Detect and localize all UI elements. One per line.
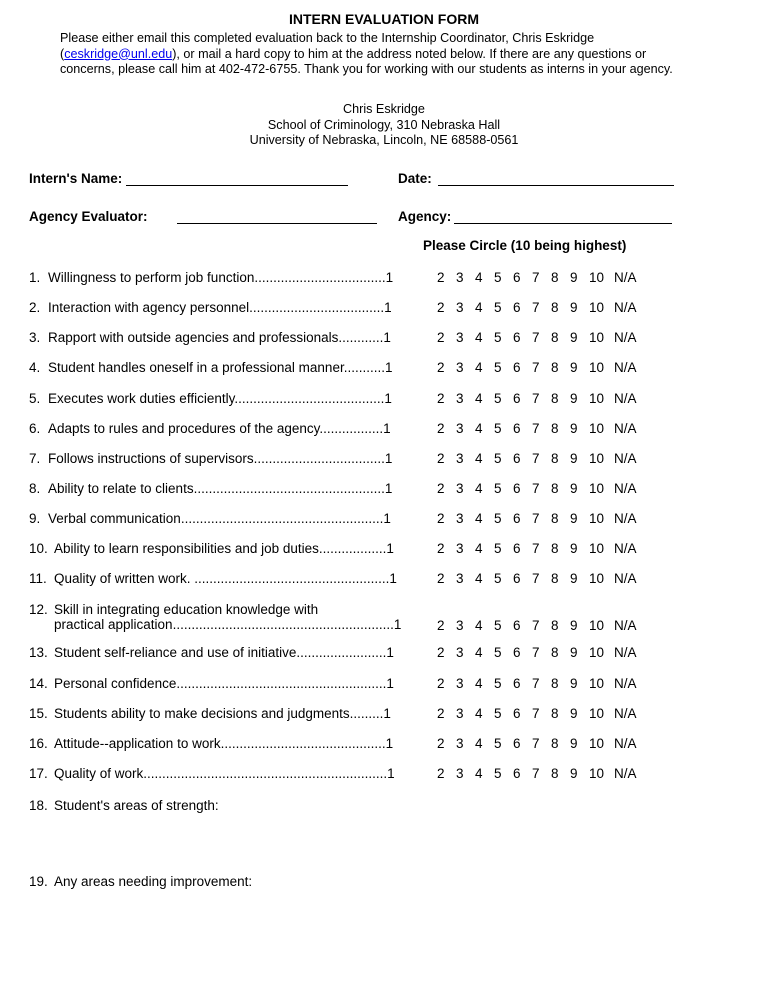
rating-option[interactable]: 8 — [551, 330, 559, 345]
rating-option[interactable]: 2 — [437, 391, 445, 406]
rating-option[interactable]: N/A — [614, 421, 637, 436]
question-row — [29, 511, 429, 526]
rating-option[interactable]: 3 — [456, 706, 464, 721]
question-row — [29, 391, 429, 406]
question-text: Student handles oneself in a professional manner...........1 — [48, 360, 393, 375]
rating-option[interactable]: 6 — [513, 391, 521, 406]
rating-option[interactable]: N/A — [614, 676, 637, 691]
rating-option[interactable]: 6 — [513, 766, 521, 781]
rating-option[interactable]: 6 — [513, 676, 521, 691]
rating-instructions: Please Circle (10 being highest) — [423, 238, 627, 253]
rating-option[interactable]: 4 — [475, 391, 483, 406]
question-number: 12. — [29, 602, 48, 617]
rating-option[interactable]: N/A — [614, 645, 637, 660]
rating-option[interactable]: 7 — [532, 451, 540, 466]
question-number: 4. — [29, 360, 41, 375]
question-text: Skill in integrating education knowledge with — [54, 602, 319, 617]
agency-evaluator-field[interactable] — [177, 209, 377, 224]
intro-line-2: (ceskridge@unl.edu), or mail a hard copy to him at the address noted below. If there are any questions or — [60, 46, 647, 61]
rating-option[interactable]: 9 — [570, 451, 578, 466]
rating-option[interactable]: 5 — [494, 451, 502, 466]
rating-option[interactable]: N/A — [614, 618, 637, 633]
rating-option[interactable]: 10 — [589, 330, 605, 345]
rating-option[interactable]: 5 — [494, 360, 502, 375]
rating-option[interactable]: 10 — [589, 571, 605, 586]
question-text: Attitude--application to work............................................1 — [54, 736, 394, 751]
rating-option[interactable]: 3 — [456, 300, 464, 315]
question-text: Quality of work.................................................................1 — [54, 766, 395, 781]
rating-option[interactable]: 9 — [570, 736, 578, 751]
question-row — [29, 602, 429, 632]
rating-option[interactable]: 8 — [551, 300, 559, 315]
rating-option[interactable]: 3 — [456, 481, 464, 496]
rating-option[interactable]: 2 — [437, 421, 445, 436]
address-name: Chris Eskridge — [343, 102, 425, 116]
rating-option[interactable]: 4 — [475, 676, 483, 691]
rating-option[interactable]: N/A — [614, 451, 637, 466]
rating-option[interactable]: 10 — [589, 481, 605, 496]
rating-option[interactable]: 9 — [570, 360, 578, 375]
coordinator-email-link[interactable]: ceskridge@unl.edu — [64, 46, 173, 61]
rating-option[interactable]: 10 — [589, 421, 605, 436]
question-text: Quality of written work. ....................................................1 — [54, 571, 397, 586]
rating-option[interactable]: N/A — [614, 736, 637, 751]
rating-option[interactable]: 2 — [437, 736, 445, 751]
rating-option[interactable]: 10 — [589, 645, 605, 660]
rating-option[interactable]: 5 — [494, 676, 502, 691]
question-text: Any areas needing improvement: — [54, 874, 253, 889]
rating-option[interactable]: 4 — [475, 736, 483, 751]
rating-option[interactable]: N/A — [614, 360, 637, 375]
rating-option[interactable]: 4 — [475, 270, 483, 285]
rating-option[interactable]: N/A — [614, 511, 637, 526]
rating-option[interactable]: 3 — [456, 421, 464, 436]
rating-option[interactable]: 8 — [551, 676, 559, 691]
rating-option[interactable]: 9 — [570, 571, 578, 586]
rating-option[interactable]: 5 — [494, 391, 502, 406]
rating-option[interactable]: 8 — [551, 391, 559, 406]
question-number: 17. — [29, 766, 48, 781]
rating-option[interactable]: 7 — [532, 421, 540, 436]
rating-option[interactable]: 9 — [570, 645, 578, 660]
rating-option[interactable]: 6 — [513, 451, 521, 466]
question-number: 7. — [29, 451, 41, 466]
rating-option[interactable]: 4 — [475, 360, 483, 375]
rating-option[interactable]: 4 — [475, 571, 483, 586]
question-text: Personal confidence........................................................1 — [54, 676, 394, 691]
question-row — [29, 421, 429, 436]
question-number: 15. — [29, 706, 48, 721]
rating-option[interactable]: 8 — [551, 511, 559, 526]
rating-option[interactable]: 8 — [551, 541, 559, 556]
question-number: 14. — [29, 676, 48, 691]
question-number: 10. — [29, 541, 48, 556]
rating-option[interactable]: 10 — [589, 736, 605, 751]
rating-option[interactable]: 9 — [570, 270, 578, 285]
question-row — [29, 541, 429, 556]
rating-option[interactable]: 9 — [570, 541, 578, 556]
rating-option[interactable]: N/A — [614, 391, 637, 406]
rating-option[interactable]: 2 — [437, 270, 445, 285]
rating-option[interactable]: 4 — [475, 300, 483, 315]
rating-option[interactable]: 6 — [513, 541, 521, 556]
rating-option[interactable]: 10 — [589, 270, 605, 285]
rating-option[interactable]: 3 — [456, 571, 464, 586]
rating-option[interactable]: 6 — [513, 706, 521, 721]
rating-option[interactable]: 3 — [456, 645, 464, 660]
rating-option[interactable]: 6 — [513, 645, 521, 660]
rating-option[interactable]: 4 — [475, 511, 483, 526]
rating-option[interactable]: 5 — [494, 618, 502, 633]
rating-option[interactable]: 7 — [532, 766, 540, 781]
rating-option[interactable]: 7 — [532, 676, 540, 691]
rating-option[interactable]: 8 — [551, 451, 559, 466]
question-text: Ability to relate to clients...................................................1 — [48, 481, 393, 496]
rating-option[interactable]: 2 — [437, 618, 445, 633]
question-text: Executes work duties efficiently........................................1 — [48, 391, 392, 406]
rating-option[interactable]: 3 — [456, 451, 464, 466]
rating-option[interactable]: 4 — [475, 330, 483, 345]
agency-evaluator-label: Agency Evaluator: — [29, 209, 148, 224]
rating-option[interactable]: 8 — [551, 706, 559, 721]
question-text: Interaction with agency personnel....................................1 — [48, 300, 392, 315]
rating-option[interactable]: 2 — [437, 360, 445, 375]
question-row — [29, 360, 429, 375]
rating-option[interactable]: 7 — [532, 481, 540, 496]
rating-option[interactable]: 8 — [551, 421, 559, 436]
rating-option[interactable]: N/A — [614, 571, 637, 586]
rating-option[interactable]: 2 — [437, 451, 445, 466]
rating-option[interactable]: 10 — [589, 360, 605, 375]
rating-option[interactable]: 7 — [532, 706, 540, 721]
rating-option[interactable]: 5 — [494, 706, 502, 721]
rating-option[interactable]: 10 — [589, 451, 605, 466]
rating-option[interactable]: 5 — [494, 766, 502, 781]
rating-option[interactable]: 5 — [494, 270, 502, 285]
rating-option[interactable]: 2 — [437, 511, 445, 526]
rating-option[interactable]: 9 — [570, 300, 578, 315]
rating-option[interactable]: 9 — [570, 511, 578, 526]
rating-option[interactable]: 2 — [437, 571, 445, 586]
rating-option[interactable]: 5 — [494, 645, 502, 660]
rating-option[interactable]: 9 — [570, 618, 578, 633]
rating-option[interactable]: 2 — [437, 330, 445, 345]
rating-option[interactable]: 9 — [570, 391, 578, 406]
rating-option[interactable]: 9 — [570, 330, 578, 345]
intern-name-field[interactable] — [126, 171, 348, 186]
question-row — [29, 451, 429, 466]
rating-option[interactable]: N/A — [614, 270, 637, 285]
question-text: Students ability to make decisions and judgments.........1 — [54, 706, 391, 721]
agency-label: Agency: — [398, 209, 452, 224]
improvement-question — [29, 874, 252, 889]
date-field[interactable] — [438, 171, 674, 186]
rating-option[interactable]: 7 — [532, 736, 540, 751]
rating-option[interactable]: 6 — [513, 736, 521, 751]
rating-option[interactable]: 2 — [437, 481, 445, 496]
rating-option[interactable]: 6 — [513, 270, 521, 285]
rating-option[interactable]: 3 — [456, 360, 464, 375]
rating-option[interactable]: N/A — [614, 706, 637, 721]
intro-line-1: Please either email this completed evaluation back to the Internship Coordinator, Chris Eskridge — [60, 31, 595, 45]
question-number: 1. — [29, 270, 41, 285]
question-text: Adapts to rules and procedures of the agency.................1 — [48, 421, 391, 436]
question-text: Student self-reliance and use of initiative........................1 — [54, 645, 394, 660]
rating-option[interactable]: 6 — [513, 330, 521, 345]
rating-option[interactable]: 3 — [456, 391, 464, 406]
question-row — [29, 706, 429, 721]
address-city: University of Nebraska, Lincoln, NE 68588-0561 — [249, 133, 519, 147]
rating-option[interactable]: 7 — [532, 618, 540, 633]
rating-option[interactable]: 3 — [456, 270, 464, 285]
intern-name-label: Intern's Name: — [29, 171, 123, 186]
rating-option[interactable]: 5 — [494, 571, 502, 586]
rating-option[interactable]: 6 — [513, 618, 521, 633]
rating-option[interactable]: 8 — [551, 618, 559, 633]
rating-option[interactable]: 10 — [589, 300, 605, 315]
rating-option[interactable]: 10 — [589, 391, 605, 406]
rating-option[interactable]: 4 — [475, 706, 483, 721]
rating-option[interactable]: 5 — [494, 511, 502, 526]
question-text: Willingness to perform job function...................................1 — [48, 270, 394, 285]
question-row — [29, 481, 429, 496]
question-number: 19. — [29, 874, 48, 889]
rating-option[interactable]: 7 — [532, 270, 540, 285]
rating-option[interactable]: N/A — [614, 481, 637, 496]
rating-option[interactable]: N/A — [614, 766, 637, 781]
rating-option[interactable]: 10 — [589, 766, 605, 781]
question-row — [29, 736, 429, 751]
question-number: 6. — [29, 421, 41, 436]
rating-option[interactable]: 3 — [456, 618, 464, 633]
question-number: 8. — [29, 481, 41, 496]
rating-option[interactable]: 3 — [456, 511, 464, 526]
rating-option[interactable]: 3 — [456, 676, 464, 691]
rating-option[interactable]: 8 — [551, 360, 559, 375]
question-number: 16. — [29, 736, 48, 751]
rating-option[interactable]: 2 — [437, 645, 445, 660]
question-number: 13. — [29, 645, 48, 660]
rating-option[interactable]: 9 — [570, 706, 578, 721]
rating-option[interactable]: 10 — [589, 676, 605, 691]
question-row — [29, 330, 429, 345]
rating-option[interactable]: 7 — [532, 360, 540, 375]
question-text-continued: practical application...........................................................1 — [54, 617, 402, 632]
rating-option[interactable]: 7 — [532, 571, 540, 586]
rating-option[interactable]: N/A — [614, 330, 637, 345]
intro-line-2-rest: ), or mail a hard copy to him at the address noted below. If there are any questions or — [172, 46, 647, 61]
rating-option[interactable]: 6 — [513, 481, 521, 496]
rating-option[interactable]: 6 — [513, 300, 521, 315]
rating-option[interactable]: 6 — [513, 511, 521, 526]
rating-option[interactable]: 7 — [532, 645, 540, 660]
rating-option[interactable]: 3 — [456, 330, 464, 345]
question-text: Follows instructions of supervisors...................................1 — [48, 451, 393, 466]
address-department: School of Criminology, 310 Nebraska Hall — [267, 117, 501, 132]
rating-option[interactable]: 8 — [551, 481, 559, 496]
rating-option[interactable]: 7 — [532, 391, 540, 406]
rating-option[interactable]: N/A — [614, 541, 637, 556]
rating-option[interactable]: 2 — [437, 706, 445, 721]
agency-field[interactable] — [454, 209, 672, 224]
question-row — [29, 571, 429, 586]
rating-option[interactable]: 10 — [589, 511, 605, 526]
rating-option[interactable]: 4 — [475, 421, 483, 436]
question-number: 2. — [29, 300, 41, 315]
question-text: Student's areas of strength: — [54, 798, 219, 813]
question-text: Verbal communication......................................................1 — [48, 511, 391, 526]
rating-option[interactable]: 7 — [532, 511, 540, 526]
rating-option[interactable]: 5 — [494, 481, 502, 496]
rating-option[interactable]: 8 — [551, 766, 559, 781]
rating-option[interactable]: 2 — [437, 766, 445, 781]
rating-option[interactable]: 5 — [494, 300, 502, 315]
rating-option[interactable]: 2 — [437, 676, 445, 691]
rating-option[interactable]: 3 — [456, 766, 464, 781]
rating-option[interactable]: 6 — [513, 421, 521, 436]
question-number: 3. — [29, 330, 41, 345]
rating-option[interactable]: 10 — [589, 541, 605, 556]
rating-option[interactable]: N/A — [614, 300, 637, 315]
rating-option[interactable]: 10 — [589, 618, 605, 633]
form-title: INTERN EVALUATION FORM — [288, 11, 480, 27]
rating-option[interactable]: 4 — [475, 645, 483, 660]
rating-option[interactable]: 9 — [570, 421, 578, 436]
question-number: 5. — [29, 391, 41, 406]
question-row — [29, 300, 429, 315]
question-text: Rapport with outside agencies and professionals............1 — [48, 330, 391, 345]
rating-option[interactable]: 4 — [475, 541, 483, 556]
rating-option[interactable]: 5 — [494, 330, 502, 345]
mailing-address — [0, 102, 768, 149]
rating-option[interactable]: 7 — [532, 330, 540, 345]
rating-option[interactable]: 9 — [570, 766, 578, 781]
question-row — [29, 270, 429, 285]
rating-option[interactable]: 2 — [437, 300, 445, 315]
rating-option[interactable]: 10 — [589, 706, 605, 721]
rating-option[interactable]: 5 — [494, 541, 502, 556]
rating-option[interactable]: 8 — [551, 270, 559, 285]
question-row — [29, 676, 429, 691]
question-row — [29, 766, 429, 781]
question-number: 11. — [29, 571, 47, 586]
rating-option[interactable]: 7 — [532, 541, 540, 556]
rating-option[interactable]: 6 — [513, 360, 521, 375]
rating-option[interactable]: 5 — [494, 421, 502, 436]
rating-option[interactable]: 4 — [475, 766, 483, 781]
rating-option[interactable]: 3 — [456, 736, 464, 751]
rating-option[interactable]: 9 — [570, 481, 578, 496]
question-number: 9. — [29, 511, 41, 526]
question-number: 18. — [29, 798, 48, 813]
question-row — [29, 645, 429, 660]
instructions-paragraph — [60, 31, 740, 78]
rating-option[interactable]: 4 — [475, 618, 483, 633]
rating-option[interactable]: 8 — [551, 645, 559, 660]
rating-option[interactable]: 5 — [494, 736, 502, 751]
strengths-question — [29, 798, 219, 813]
rating-option[interactable]: 6 — [513, 571, 521, 586]
date-label: Date: — [398, 171, 432, 186]
rating-option[interactable]: 7 — [532, 300, 540, 315]
intro-line-3: concerns, please call him at 402-472-6755. Thank you for working with our students as interns in your agency. — [60, 62, 673, 76]
rating-option[interactable]: 4 — [475, 451, 483, 466]
rating-option[interactable]: 3 — [456, 541, 464, 556]
rating-option[interactable]: 4 — [475, 481, 483, 496]
rating-option[interactable]: 8 — [551, 736, 559, 751]
rating-option[interactable]: 8 — [551, 571, 559, 586]
rating-option[interactable]: 2 — [437, 541, 445, 556]
rating-option[interactable]: 9 — [570, 676, 578, 691]
question-text: Ability to learn responsibilities and job duties..................1 — [54, 541, 394, 556]
